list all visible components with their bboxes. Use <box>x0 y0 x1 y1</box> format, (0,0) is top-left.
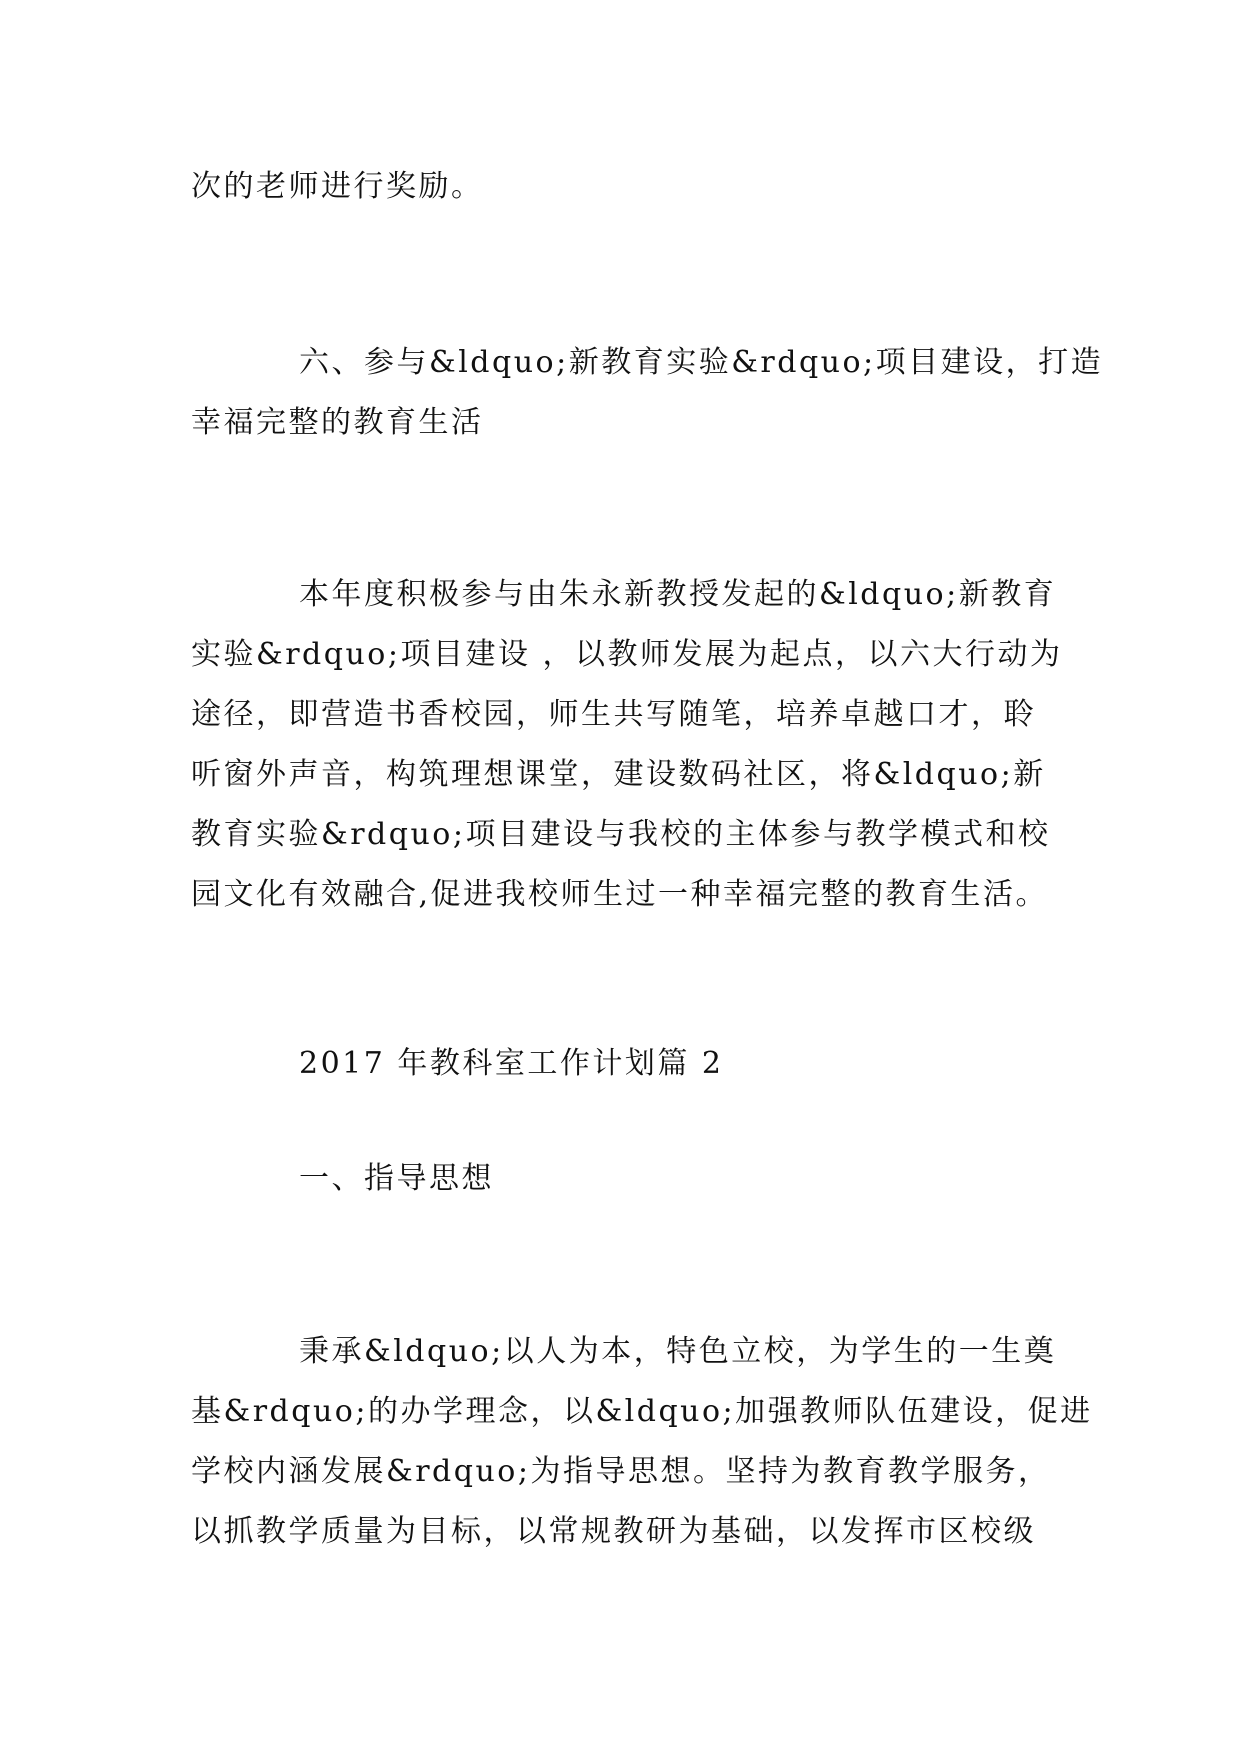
text-line: 实验&rdquo;项目建设 ，以教师发展为起点，以六大行动为 <box>191 637 1063 672</box>
document-title <box>191 1034 1051 1094</box>
text-line: 本年度积极参与由朱永新教授发起的&ldquo;新教育 <box>299 577 1057 612</box>
text-line: 以抓教学质量为目标，以常规教研为基础，以发挥市区校级 <box>191 1514 1036 1549</box>
text-line: 幸福完整的教育生活 <box>191 405 484 440</box>
section-heading-six <box>191 333 1104 453</box>
text-line: 秉承&ldquo;以人为本，特色立校，为学生的一生奠 <box>299 1334 1057 1369</box>
text-line: 2017 年教科室工作计划篇 2 <box>299 1046 724 1081</box>
body-paragraph-guiding-ideology <box>191 1322 1093 1562</box>
text-line: 教育实验&rdquo;项目建设与我校的主体参与教学模式和校 <box>191 817 1051 852</box>
text-line: 途径，即营造书香校园，师生共写随笔，培养卓越口才，聆 <box>191 697 1036 732</box>
text-line: 园文化有效融合,促进我校师生过一种幸福完整的教育生活。 <box>191 877 1049 912</box>
text-line: 学校内涵发展&rdquo;为指导思想。坚持为教育教学服务， <box>191 1454 1051 1489</box>
section-heading-one <box>191 1149 1051 1209</box>
text-line: 次的老师进行奖励。 <box>191 169 484 204</box>
text-line: 听窗外声音，构筑理想课堂，建设数码社区，将&ldquo;新 <box>191 757 1046 792</box>
body-paragraph-new-education <box>191 565 1063 925</box>
text-line: 一、指导思想 <box>299 1161 494 1196</box>
text-line: 基&rdquo;的办学理念，以&ldquo;加强教师队伍建设，促进 <box>191 1394 1093 1429</box>
paragraph-continuation <box>191 157 1051 217</box>
text-line: 六、参与&ldquo;新教育实验&rdquo;项目建设，打造 <box>299 345 1104 380</box>
